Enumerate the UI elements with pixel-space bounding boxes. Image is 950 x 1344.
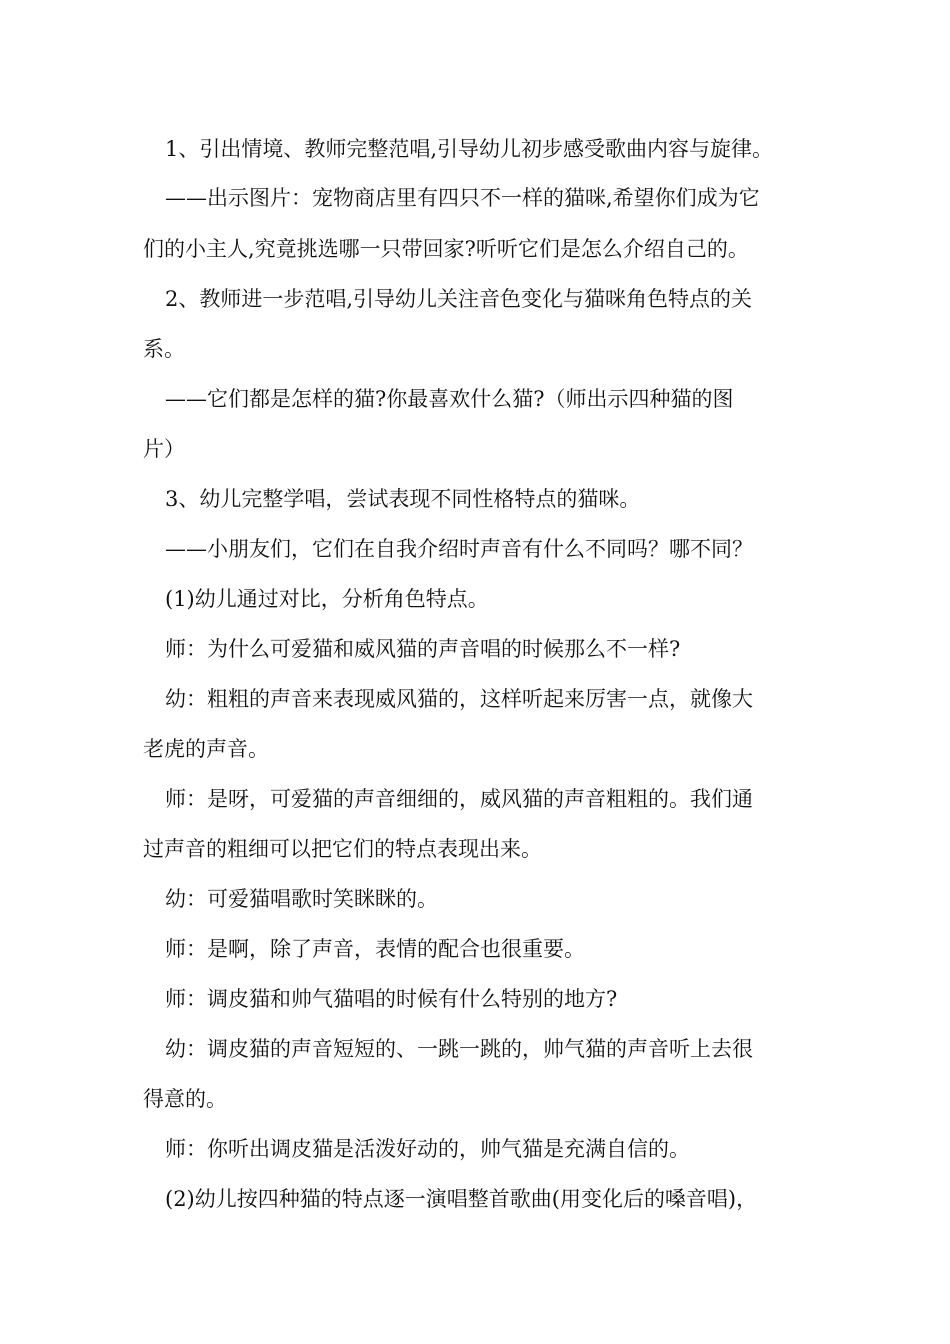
- child-line-3: 幼：调皮猫的声音短短的、一跳一跳的，帅气猫的声音听上去很: [165, 1037, 753, 1061]
- substep-1-line: (1)幼儿通过对比，分析角色特点。: [165, 587, 489, 611]
- step-2-heading-cont: 系。: [143, 337, 185, 361]
- question-line-2: 片）: [143, 437, 185, 461]
- teacher-line-1: 师：为什么可爱猫和威风猫的声音唱的时候那么不一样?: [165, 637, 681, 661]
- child-line-1: 幼：粗粗的声音来表现威风猫的，这样听起来厉害一点，就像大: [165, 687, 753, 711]
- teacher-line-2: 师：是呀，可爱猫的声音细细的，威风猫的声音粗粗的。我们通: [165, 787, 753, 811]
- show-picture-line-2: 们的小主人,究竟挑选哪一只带回家?听听它们是怎么介绍自己的。: [143, 237, 749, 261]
- show-picture-line-1: ——出示图片：宠物商店里有四只不一样的猫咪,希望你们成为它: [165, 186, 760, 210]
- step-2-heading: 2、教师进一步范唱,引导幼儿关注音色变化与猫咪角色特点的关: [165, 287, 753, 311]
- question-line-1: ——它们都是怎样的猫?你最喜欢什么猫?（师出示四种猫的图: [165, 387, 734, 411]
- child-line-1-cont: 老虎的声音。: [143, 737, 269, 761]
- teacher-line-3: 师：是啊，除了声音，表情的配合也很重要。: [165, 937, 585, 961]
- child-line-2: 幼：可爱猫唱歌时笑眯眯的。: [165, 887, 438, 911]
- teacher-line-2-cont: 过声音的粗细可以把它们的特点表现出来。: [143, 837, 542, 861]
- teacher-line-4: 师：调皮猫和帅气猫唱的时候有什么特别的地方?: [165, 987, 618, 1011]
- child-line-3-cont: 得意的。: [143, 1087, 227, 1111]
- step-3-heading: 3、幼儿完整学唱，尝试表现不同性格特点的猫咪。: [165, 487, 641, 511]
- teacher-line-5: 师：你听出调皮猫是活泼好动的，帅气猫是充满自信的。: [165, 1137, 690, 1161]
- kids-question-line: ——小朋友们，它们在自我介绍时声音有什么不同吗？哪不同？: [165, 537, 753, 561]
- substep-2-line: (2)幼儿按四种猫的特点逐一演唱整首歌曲(用变化后的嗓音唱)，: [165, 1187, 758, 1211]
- step-1-heading: 1、引出情境、教师完整范唱,引导幼儿初步感受歌曲内容与旋律。: [165, 137, 774, 161]
